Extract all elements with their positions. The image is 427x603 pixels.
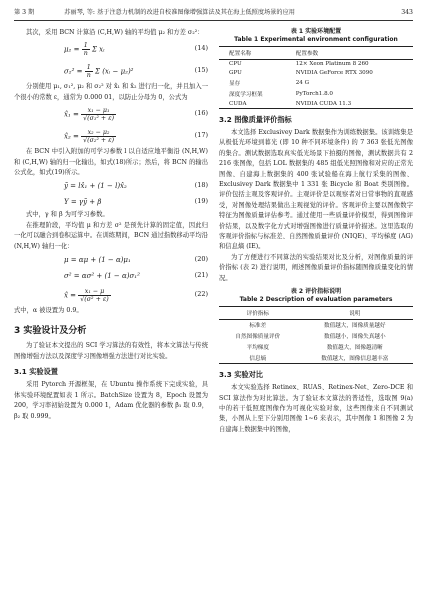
table-header: 说明 — [297, 307, 413, 320]
table-row: CPU 12× Xeon Platinum 8 260 — [229, 61, 369, 68]
table-2 — [219, 306, 413, 364]
paragraph: 为了方便进行不同算法的实验结果对比及分析，对图像质量的评价指标 (表 2) 进行说明，阐述图像质量评价指标随图像质量变化的情况。 — [219, 253, 413, 282]
table-2-caption-cn: 表 2 评价指标说明 — [290, 288, 342, 295]
eq-lhs: x̂₁ = — [64, 110, 79, 119]
equation-22 — [14, 284, 208, 306]
paragraph: 为了验证本文提出的 SCI 学习算法的有效性，将本文算法与传统图像增强方法以及深度学习图像增强方法进行对比实验。 — [14, 342, 208, 360]
paragraph: 式中，γ 和 β 为可学习参数。 — [26, 211, 109, 219]
eq-body: ỹ = lx̂₁ + (1 − l)x̂₂ — [64, 182, 127, 191]
eq-num: x₁ − μ — [78, 288, 110, 296]
equation-21 — [14, 268, 208, 284]
page-number: 343 — [401, 9, 413, 16]
paragraph: 式中，α 被设置为 0.9。 — [14, 307, 83, 315]
eq-tag: (20) — [194, 255, 208, 264]
equation-17 — [14, 125, 208, 147]
eq-body: σ² = ασ² + (1 − α)σ₁² — [64, 272, 140, 281]
eq-num: x₂ − μ₂ — [81, 129, 116, 137]
eq-tag: (22) — [194, 290, 208, 299]
equation-15 — [14, 60, 208, 82]
eq-den: √(σ₁² + ε) — [83, 115, 115, 123]
equation-14 — [14, 38, 208, 60]
paragraph: 在 BCN 中引入附加的可学习参数 l 以自适应地平衡沿 (N,H,W) 和 (C,H,W) 轴的归一化输出，如式(18)所示；然后，将 BCN 的输出公式化，如式(19)所示。 — [14, 148, 208, 177]
paragraph: 采用 Pytorch 开源框架，在 Ubuntu 操作系统下完成实验，具体实验环境配置如表 1 所示。BatchSize 设置为 8，Epoch 设置为 200，学习率初始设置为 0.000 1，Adam 优化器的参数 β₁ 取 0.9，β₂ 取 0.999。 — [14, 381, 208, 420]
eq-tag: (15) — [194, 66, 208, 75]
table-header: 配置参数 — [282, 47, 413, 60]
table-row: 信息熵 数值越大，图像信息越丰富 — [219, 352, 413, 363]
subsection-heading: 3.1 实验设置 — [14, 367, 58, 377]
equation-16 — [14, 103, 208, 125]
eq-num: 1 — [82, 42, 90, 50]
running-header — [14, 6, 413, 21]
eq-tag: (17) — [194, 131, 208, 140]
eq-sum: Σ xᵢ — [91, 45, 105, 54]
running-title: 苏丽琴, 等: 基于注意力机制的改进自校准图像增强算法及其在海上低照度场景的应用 — [64, 9, 295, 16]
eq-lhs: μ₂ = — [64, 45, 80, 54]
table-header: 配置名称 — [219, 47, 282, 60]
eq-sum: Σ (xᵢ − μ₂)² — [95, 67, 134, 76]
table-row: GPU NVIDIA GeForce RTX 3090 — [229, 70, 373, 77]
paragraph: 本文选择 Exclusivey Dark 数据集作为训练数据集。该训练集是从极低光环境到暮光 (即 10 种不同环境条件) 的 7 363 张低光图像的集合。测试数据选取真实低光场景下拍摄的图像，测试数据共有 2 216 张图像，包括 LOL 数据集的 485 组低光照图像和对应的正常光图像、自建海上数据集的 400 张试验船在海上航行采集的图像、Exclusivey Dark 数据集中 1 331 张 Bicycle 和 Boat 类别图像。评价包括主观及客观评价。主观评价是以观察者对日常事物的直观感受，对图像处理结果做出主观视觉的评价。客观评价主要以图像数字特征为图像质量评估参考。通过使用一些质量评价模型，得到图像评价结果，以及数字化方式对增强图像进行质量评价描述。这里选取的客观评价指标与标准差、自然图像质量评价 (NIQE)、平均梯度 (AG) 和信息熵 (IE)。 — [219, 128, 413, 251]
issue-number: 第 3 期 — [14, 9, 35, 16]
paragraph: 分别使用 μ₁, σ₁², μ₂ 和 σ₂² 对 x̂₁ 和 x̂₂ 进行归一化，并且加入一个很小的常数 ε，通常为 0.000 01，以防止分母为 0，公式为 — [14, 83, 208, 101]
eq-num: 1 — [85, 64, 93, 72]
eq-tag: (19) — [194, 197, 208, 206]
eq-tag: (21) — [194, 271, 208, 280]
section-heading: 3 实验设计及分析 — [14, 326, 87, 337]
eq-tag: (18) — [194, 181, 208, 190]
paragraph: 本文实验选择 Retinex、RUAS、Retinex-Net、Zero-DCE 和 SCI 算法作为对比算法。为了验证本文算法的普适性，选取图 9(a) 中的若干低照度图像作为可视化实验对象，这些图像来自不同测试集，小图从上至下分别用图像 1~6 来表示，其中图像 1 和图像 2 为自建海上数据集中的图像， — [219, 384, 413, 433]
eq-body: μ = αμ + (1 − α)μ₁ — [64, 256, 131, 265]
eq-tag: (16) — [194, 109, 208, 118]
left-column — [14, 28, 208, 422]
equation-18 — [14, 178, 208, 194]
eq-den: √(σ² + ε) — [80, 296, 109, 304]
eq-num: x₁ − μ₁ — [81, 107, 116, 115]
table-row: 显存 24 G — [229, 79, 310, 87]
table-1-caption-en: Table 1 Experimental environment configuration — [234, 36, 398, 43]
table-header: 评价指标 — [219, 307, 297, 320]
equation-20 — [14, 252, 208, 268]
table-1-caption-cn: 表 1 实验环境配置 — [290, 28, 342, 35]
eq-tag: (14) — [194, 44, 208, 53]
table-row: CUDA NVIDIA CUDA 11.3 — [219, 99, 413, 108]
eq-body: Y = γỹ + β — [64, 198, 102, 207]
eq-den: n — [83, 50, 88, 58]
table-row: 深度学习框架 PyTorch1.8.0 — [229, 90, 333, 98]
table-1 — [219, 46, 413, 109]
eq-lhs: x̂₂ = — [64, 132, 79, 141]
subsection-heading: 3.2 图像质量评价指标 — [219, 114, 292, 124]
subsection-heading: 3.3 实验对比 — [219, 370, 263, 380]
eq-lhs: x̂ = — [64, 291, 77, 300]
right-column — [219, 28, 413, 435]
table-2-caption-en: Table 2 Description of evaluation parameters — [239, 296, 393, 303]
equation-19 — [14, 194, 208, 210]
table-row: 标准差 数值越大，图像质量越好 — [249, 323, 386, 330]
eq-lhs: σ₂² = — [64, 67, 83, 76]
table-row: 平均梯度 数值越大，图像越清晰 — [246, 344, 383, 351]
eq-den: √(σ₂² + ε) — [83, 137, 115, 145]
eq-den: n — [86, 72, 91, 80]
paragraph: 在推理阶段，平均值 μ 和方差 σ² 是预先计算的固定值，因此归一化可以融合到卷积运算中。在训练期间，BCN 通过指数移动平均沿 (N,H,W) 轴归一化： — [14, 221, 208, 250]
table-row: 自然图像质量评价 数值越小，图像失真越小 — [235, 334, 386, 341]
paragraph: 其次，采用 BCN 计算沿 (C,H,W) 轴的平均值 μ₂ 和方差 σ₂²： — [26, 29, 204, 36]
